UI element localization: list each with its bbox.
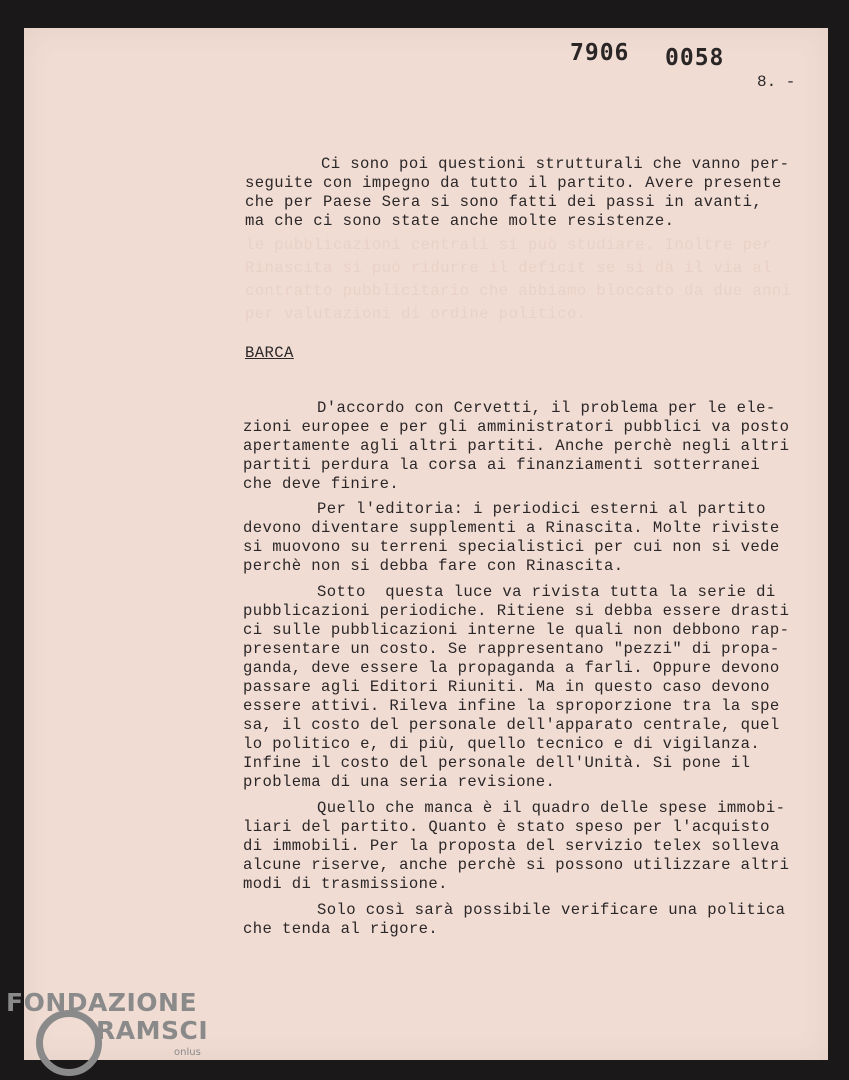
text-line: D'accordo con Cervetti, il problema per le ele- (317, 399, 776, 417)
text-line: devono diventare supplementi a Rinascita. Molte riviste (243, 519, 780, 537)
watermark-suffix: onlus (174, 1047, 201, 1058)
text-line: Ci sono poi questioni strutturali che vanno per- (321, 155, 790, 173)
text-line: lo politico e, di più, quello tecnico e di vigilanza. (243, 735, 761, 753)
archive-stamp-number: 7906 (570, 40, 630, 66)
show-through-line: Rinascita si può ridurre il deficit se si dà il via al (245, 259, 772, 277)
text-line: perchè non si debba fare con Rinascita. (243, 557, 624, 575)
text-line: che tenda al rigore. (243, 920, 439, 938)
show-through-line: per valutazioni di ordine politico. (245, 305, 587, 323)
g-logo-icon (36, 1010, 102, 1076)
text-line: Quello che manca è il quadro delle spese immobi- (317, 799, 786, 817)
text-line: problema di una seria revisione. (243, 773, 556, 791)
text-line: modi di trasmissione. (243, 875, 448, 893)
text-line: presentare un costo. Se rappresentano "pezzi" di propa- (243, 640, 780, 658)
text-line: che deve finire. (243, 475, 400, 493)
text-line: Per l'editoria: i periodici esterni al partito (317, 500, 766, 518)
text-line: Sotto questa luce va rivista tutta la serie di (317, 583, 776, 601)
speaker-heading: BARCA (245, 344, 294, 362)
text-line: apertamente agli altri partiti. Anche perchè negli altri (243, 437, 790, 455)
text-line: che per Paese Sera si sono fatti dei passi in avanti, (245, 193, 763, 211)
watermark-line-2: RAMSCI (96, 1016, 209, 1045)
archive-stamp-number: 0058 (665, 45, 725, 71)
text-line: alcune riserve, anche perchè si possono utilizzare altri (243, 856, 790, 874)
text-line: ci sulle pubblicazioni interne le quali non debbono rap- (243, 621, 790, 639)
text-line: di immobili. Per la proposta del servizio telex solleva (243, 837, 780, 855)
text-line: Solo così sarà possibile verificare una politica (317, 901, 786, 919)
page-number: 8. - (757, 73, 796, 91)
text-line: sa, il costo del personale dell'apparato centrale, quel (243, 716, 780, 734)
show-through-line: le pubblicazioni centrali si può studiare. Inoltre per (245, 236, 772, 254)
watermark-line-1: FONDAZIONE (6, 988, 198, 1017)
text-line: seguite con impegno da tutto il partito. Avere presente (245, 174, 782, 192)
text-line: passare agli Editori Riuniti. Ma in questo caso devono (243, 678, 770, 696)
text-line: pubblicazioni periodiche. Ritiene si debba essere drasti (243, 602, 790, 620)
text-line: partiti perdura la corsa ai finanziamenti sotterranei (243, 456, 761, 474)
show-through-line: contratto pubblicitario che abbiamo bloccato da due anni (245, 282, 792, 300)
text-line: Infine il costo del personale dell'Unità. Si pone il (243, 754, 751, 772)
text-line: essere attivi. Rileva infine la sproporzione tra la spe (243, 697, 780, 715)
text-line: ma che ci sono state anche molte resistenze. (245, 212, 675, 230)
text-line: zioni europee e per gli amministratori pubblici va posto (243, 418, 790, 436)
text-line: ganda, deve essere la propaganda a farli. Oppure devono (243, 659, 780, 677)
text-line: liari del partito. Quanto è stato speso per l'acquisto (243, 818, 770, 836)
text-line: si muovono su terreni specialistici per cui non si vede (243, 538, 780, 556)
